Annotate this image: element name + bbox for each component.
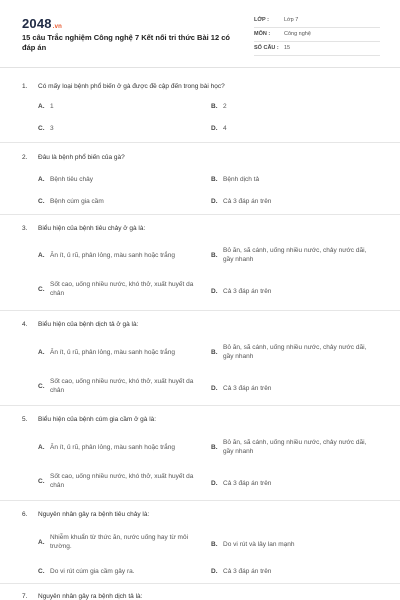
option-text: Ăn ít, ủ rũ, phân lỏng, màu sanh hoặc trắng	[50, 349, 176, 356]
question-prompt: Nguyên nhân gây ra bệnh dịch tả là:	[38, 593, 143, 600]
option-a[interactable]	[38, 533, 210, 551]
meta-subject-value: Công nghệ	[284, 31, 311, 37]
option-c[interactable]	[38, 280, 198, 298]
option-c[interactable]	[38, 472, 198, 490]
option-b[interactable]	[211, 343, 371, 361]
question-separator	[0, 142, 400, 143]
option-d[interactable]	[211, 384, 371, 393]
option-text: Bệnh dịch tả	[223, 176, 260, 183]
option-letter: C.	[38, 568, 45, 575]
meta-count-label: SỐ CÂU :	[254, 45, 279, 51]
meta-class-value: Lớp 7	[284, 17, 299, 23]
option-c[interactable]	[38, 197, 208, 206]
option-letter: A.	[38, 103, 45, 110]
option-text: 3	[50, 125, 54, 132]
question-text	[22, 510, 382, 519]
option-letter: B.	[211, 541, 218, 548]
option-b[interactable]	[211, 438, 371, 456]
option-letter: C.	[38, 382, 45, 390]
question-number: 7.	[22, 593, 28, 600]
option-letter: A.	[38, 349, 45, 356]
option-letter: A.	[38, 252, 45, 259]
meta-class-row	[254, 14, 380, 28]
option-text: Nhiễm khuẩn từ thức ăn, nước uống hay từ môi trường.	[50, 534, 189, 550]
option-text: Cả 3 đáp án trên	[223, 288, 272, 295]
question-number: 2.	[22, 154, 28, 161]
question-separator	[0, 500, 400, 501]
question-text	[22, 592, 382, 600]
option-letter: D.	[211, 288, 218, 295]
question-number: 4.	[22, 321, 28, 328]
question-separator	[0, 405, 400, 406]
question-prompt: Có mấy loại bệnh phổ biến ở gà được đề cập đến trong bài học?	[38, 83, 225, 90]
option-letter: D.	[211, 198, 218, 205]
option-d[interactable]	[211, 287, 371, 296]
option-b[interactable]	[211, 540, 371, 549]
option-text: Do vi rút và lây lan mạnh	[223, 541, 295, 548]
option-c[interactable]	[38, 377, 198, 395]
meta-subject-row	[254, 28, 380, 42]
option-text: Bệnh tiêu chảy	[50, 176, 94, 183]
option-text: Cả 3 đáp án trên	[223, 568, 272, 575]
question-number: 5.	[22, 416, 28, 423]
option-b[interactable]	[211, 102, 371, 111]
meta-subject-label: MÔN :	[254, 31, 271, 37]
question-number: 6.	[22, 511, 28, 518]
option-letter: D.	[211, 480, 218, 487]
option-letter: C.	[38, 198, 45, 205]
question-prompt: Đâu là bệnh phổ biến của gà?	[38, 154, 125, 161]
logo-text: 2048	[22, 16, 52, 31]
option-a[interactable]	[38, 251, 210, 260]
option-letter: D.	[211, 125, 218, 132]
option-d[interactable]	[211, 567, 371, 576]
option-d[interactable]	[211, 124, 371, 133]
meta-class-label: LỚP :	[254, 17, 269, 23]
question-text	[22, 82, 382, 91]
option-text: 2	[223, 103, 227, 110]
option-a[interactable]	[38, 348, 210, 357]
question-number: 1.	[22, 83, 28, 90]
question-separator	[0, 583, 400, 584]
option-letter: D.	[211, 385, 218, 392]
question-number: 3.	[22, 225, 28, 232]
site-logo[interactable]	[22, 16, 62, 31]
option-a[interactable]	[38, 443, 210, 452]
question-prompt: Biểu hiện của bệnh cúm gia cầm ở gà là:	[38, 416, 157, 423]
question-prompt: Nguyên nhân gây ra bệnh tiêu chảy là:	[38, 511, 150, 518]
option-text: Sốt cao, uống nhiều nước, khó thở, xuất huyết da chân	[50, 378, 194, 394]
option-text: Cả 3 đáp án trên	[223, 198, 272, 205]
option-letter: B.	[211, 348, 218, 356]
option-letter: C.	[38, 125, 45, 132]
option-text: Do vi rút cúm gia cầm gây ra.	[50, 568, 135, 575]
option-c[interactable]	[38, 567, 210, 576]
question-prompt: Biểu hiện của bệnh dịch tả ở gà là:	[38, 321, 139, 328]
option-letter: A.	[38, 444, 45, 451]
option-text: Sốt cao, uống nhiều nước, khó thở, xuất huyết da chân	[50, 473, 194, 489]
option-c[interactable]	[38, 124, 208, 133]
option-letter: A.	[38, 538, 45, 546]
meta-count-value: 15	[284, 45, 291, 51]
header-divider	[0, 67, 400, 68]
option-text: Bỏ ăn, sã cánh, uống nhiều nước, chảy nước dãi, gầy nhanh	[223, 439, 367, 455]
question-text	[22, 415, 382, 424]
option-letter: B.	[211, 443, 218, 451]
option-text: Ăn ít, ủ rũ, phân lỏng, màu sanh hoặc trắng	[50, 444, 176, 451]
option-text: Bệnh cúm gia cầm	[50, 198, 104, 205]
question-text	[22, 320, 382, 329]
question-separator	[0, 214, 400, 215]
option-text: Bỏ ăn, sã cánh, uống nhiều nước, chảy nước dãi, gầy nhanh	[223, 247, 367, 263]
option-b[interactable]	[211, 175, 371, 184]
option-letter: B.	[211, 251, 218, 259]
page-title: 15 câu Trắc nghiệm Công nghệ 7 Kết nối tri thức Bài 12 có đáp án	[22, 33, 230, 52]
option-letter: B.	[211, 103, 218, 110]
option-letter: B.	[211, 176, 218, 183]
question-prompt: Biểu hiện của bệnh tiêu chảy ở gà là:	[38, 225, 146, 232]
option-text: Sốt cao, uống nhiều nước, khó thở, xuất huyết da chân	[50, 281, 194, 297]
meta-count-row	[254, 42, 380, 56]
option-a[interactable]	[38, 102, 208, 111]
option-letter: C.	[38, 285, 45, 293]
option-text: Bỏ ăn, sã cánh, uống nhiều nước, chảy nước dãi, gầy nhanh	[223, 344, 367, 360]
option-text: 4	[223, 125, 227, 132]
option-letter: C.	[38, 477, 45, 485]
option-text: Ăn ít, ủ rũ, phân lỏng, màu sanh hoặc trắng	[50, 252, 176, 259]
option-text: 1	[50, 103, 54, 110]
option-d[interactable]	[211, 197, 371, 206]
question-separator	[0, 310, 400, 311]
option-text: Cả 3 đáp án trên	[223, 385, 272, 392]
option-text: Cả 3 đáp án trên	[223, 480, 272, 487]
option-a[interactable]	[38, 175, 208, 184]
option-letter: D.	[211, 568, 218, 575]
header	[0, 0, 400, 66]
option-letter: A.	[38, 176, 45, 183]
question-text	[22, 153, 382, 162]
question-text	[22, 224, 382, 233]
option-d[interactable]	[211, 479, 371, 488]
logo-suffix: .vn	[52, 24, 63, 30]
option-b[interactable]	[211, 246, 371, 264]
